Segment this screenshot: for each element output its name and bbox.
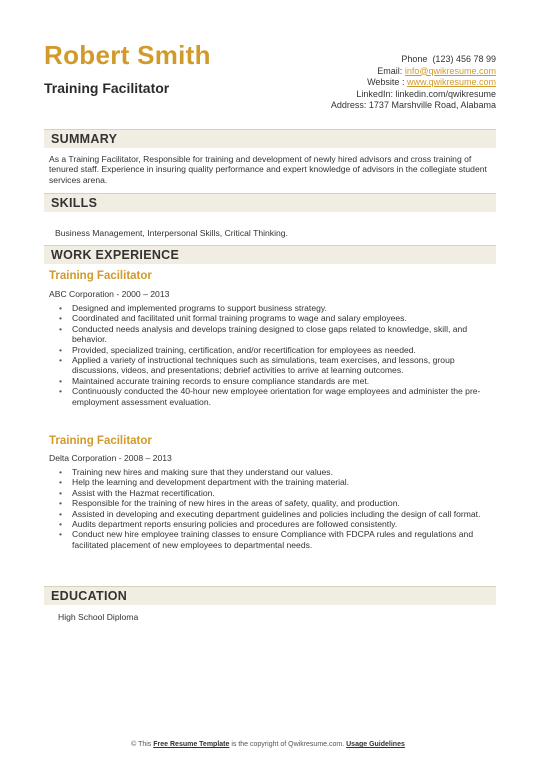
job-1-bullets	[58, 303, 498, 407]
job-2-bullets	[58, 467, 498, 550]
list-item: • Continuously conducted the 40-hour new employee orientation for wage employees and administer the pre-employment assessment evaluation.	[58, 386, 498, 407]
skills-heading: SKILLS	[51, 196, 98, 210]
list-item: • Training new hires and making sure that they understand our values.	[58, 467, 498, 477]
contact-email: Email: info@qwikresume.com	[377, 65, 496, 76]
list-item: • Provided, specialized training, certification, and/or recertification for employees as needed.	[58, 345, 498, 355]
website-link[interactable]: www.qwikresume.com	[406, 77, 496, 88]
candidate-title: Training Facilitator	[44, 80, 170, 96]
list-item: • Maintained accurate training records to ensure compliance standards are met.	[58, 376, 498, 386]
usage-guidelines-link[interactable]: Usage Guidelines	[346, 741, 405, 748]
job-1-title: Training Facilitator	[49, 270, 152, 282]
job-2-title: Training Facilitator	[49, 435, 152, 447]
contact-address: Address: 1737 Marshville Road, Alabama	[330, 100, 496, 111]
education-heading: EDUCATION	[51, 589, 128, 603]
summary-section-header	[44, 129, 496, 148]
contact-block	[331, 54, 496, 112]
education-section-header	[44, 586, 496, 605]
experience-heading: WORK EXPERIENCE	[51, 248, 180, 262]
list-item: • Responsible for the training of new hires in the areas of safety, quality, and production.	[58, 498, 498, 508]
list-item: • Assist with the Hazmat recertification.	[58, 488, 498, 498]
summary-text: As a Training Facilitator, Responsible for training and development of newly hired advisors and cross training of tenured staff. Experience in insuring quality performance and expert knowledge of advisors in the collegiate student services arena.	[49, 154, 487, 185]
job-1-company: ABC Corporation - 2000 – 2013	[49, 289, 170, 299]
free-resume-template-link[interactable]: Free Resume Template	[153, 741, 230, 748]
contact-phone: Phone (123) 456 78 99	[401, 54, 496, 64]
skills-text: Business Management, Interpersonal Skills, Critical Thinking.	[55, 228, 288, 238]
candidate-name: Robert Smith	[44, 40, 211, 70]
job-2-company: Delta Corporation - 2008 – 2013	[49, 453, 172, 463]
list-item: • Designed and implemented programs to support business strategy.	[58, 303, 498, 313]
list-item: • Coordinated and facilitated unit formal training programs to wage and salary employees.	[58, 313, 498, 323]
summary-heading: SUMMARY	[51, 132, 118, 146]
skills-section-header	[44, 193, 496, 212]
list-item: • Conduct new hire employee training classes to ensure Compliance with FDCPA rules and regulations and facilitated placement of new employees to departmental needs.	[58, 529, 498, 550]
list-item: • Assisted in developing and executing department guidelines and policies including the design of call format.	[58, 509, 498, 519]
list-item: • Help the learning and development department with the training material.	[58, 477, 498, 487]
list-item: • Conducted needs analysis and develops training designed to close gaps related to knowledge, skill, and behavior.	[58, 324, 498, 345]
experience-section-header	[44, 245, 496, 264]
list-item: • Audits department reports ensuring policies and procedures are followed consistently.	[58, 519, 498, 529]
contact-linkedin: LinkedIn: linkedin.com/qwikresume	[356, 88, 496, 99]
email-link[interactable]: info@qwikresume.com	[404, 65, 496, 76]
contact-website: Website : www.qwikresume.com	[367, 77, 496, 88]
list-item: • Applied a variety of instructional techniques such as simulations, team exercises, and lessons, group discussions, videos, and presentations; debrief activities to arrive at learning outcomes.	[58, 355, 498, 376]
footer: © This Free Resume Template is the copyright of Qwikresume.com. Usage Guidelines	[131, 741, 405, 748]
education-text: High School Diploma	[58, 612, 139, 622]
